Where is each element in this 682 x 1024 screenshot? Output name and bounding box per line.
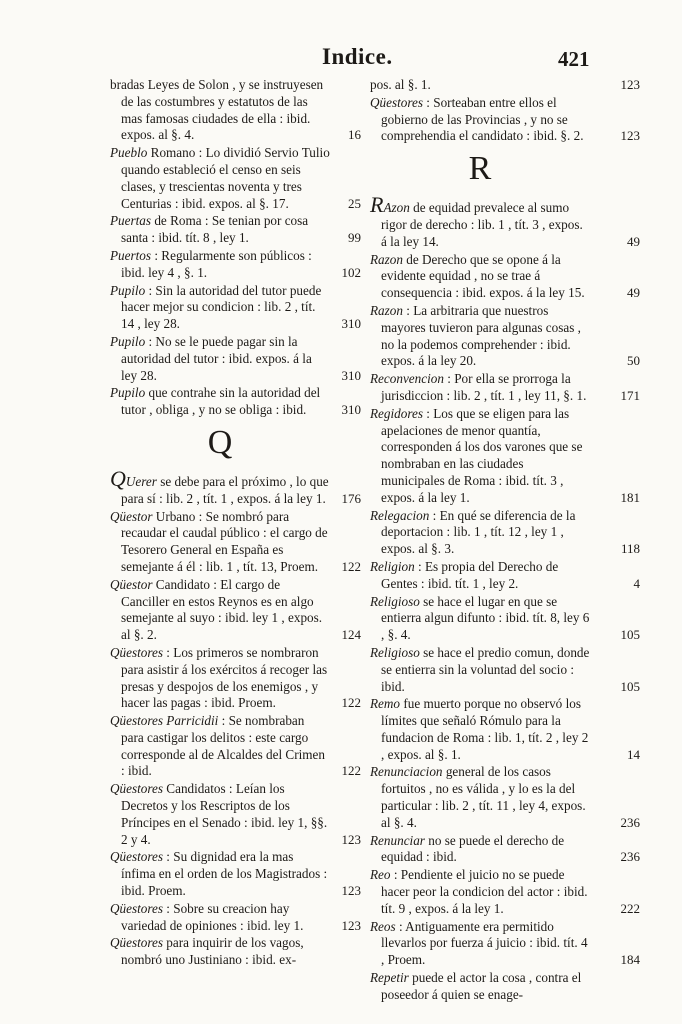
page-ref: 105 (620, 627, 640, 643)
page-ref: 122 (341, 763, 361, 779)
index-entry: Puertos : Regularmente son públicos : ibid. ley 4 , §. 1. 102 (110, 247, 361, 280)
index-entry: QUerer se debe para el próximo , lo que para sí : lib. 2 , tít. 1 , expos. á la ley 1. 176 (110, 465, 361, 506)
index-entry: Qüestor Candidato : El cargo de Canciller en estos Reynos es en algo semejante al suyo : ibid. ley 1 , expos. al §. 2. 124 (110, 576, 361, 643)
index-entry: Qüestores : Sorteaban entre ellos el gobierno de las Provincias , y no se comprehendia el candidato : ibid. §. 2. 123 (370, 94, 640, 144)
page-ref: 310 (341, 316, 361, 332)
page-ref: 124 (341, 627, 361, 643)
index-entry: bradas Leyes de Solon , y se instruyesen de las costumbres y estatutos de las mas famosas ciudades de ella : ibid. expos. al §. 4. 16 (110, 77, 361, 143)
left-column (110, 77, 361, 970)
page-ref: 310 (341, 367, 361, 383)
page-ref: 171 (620, 387, 640, 403)
index-entry: Qüestores para inquirir de los vagos, nombró uno Justiniano : ibid. ex- (110, 935, 304, 968)
page-ref: 25 (348, 195, 361, 211)
index-entry: RAzon de equidad prevalece al sumo rigor de derecho : lib. 1 , tít. 3 , expos. á la ley 14. 49 (370, 192, 640, 249)
right-column (370, 77, 640, 1005)
index-entry: Puertas de Roma : Se tenian por cosa santa : ibid. tít. 8 , ley 1. 99 (110, 213, 361, 246)
index-entry: Pupilo que contrahe sin la autoridad del tutor , obliga , y no se obliga : ibid. 310 (110, 385, 361, 418)
page-number: 421 (558, 47, 590, 71)
page-ref: 49 (627, 285, 640, 301)
index-entry: Remo fue muerto porque no observó los límites que señaló Rómulo para la fundacion de Roma : lib. 1, tít. 2 , ley 2 , expos. al §. 1. 14 (370, 696, 640, 762)
page-ref: 184 (620, 952, 640, 968)
page-ref: 4 (633, 575, 640, 591)
page-ref: 16 (348, 127, 361, 143)
page-ref: 236 (620, 814, 640, 830)
index-entry: Qüestores Candidatos : Leían los Decretos y los Rescriptos de los Príncipes en el Senado : ibid. ley 1, §§. 2 y 4. 123 (110, 781, 361, 847)
page-ref: 181 (620, 489, 640, 505)
index-entry: Regidores : Los que se eligen para las apelaciones de menor quantía, corresponden á los dos varones que se nombraban en las ciudades municipales de Roma : ibid. tít. 3 , expos. á la ley 1. 181 (370, 405, 640, 505)
page-ref: 99 (348, 230, 361, 246)
index-entry: Qüestores : Sobre su creacion hay variedad de opiniones : ibid. ley 1. 123 (110, 900, 361, 933)
index-entry: Religioso se hace el predio comun, donde se entierra sin la voluntad del socio : ibid. 105 (370, 644, 640, 694)
index-entry: Qüestores Parricidii : Se nombraban para castigar los delitos : este cargo corresponde al de Alcaldes del Crimen : ibid. 122 (110, 713, 361, 779)
section-letter-q: Q (207, 423, 233, 461)
index-entry: Religioso se hace el lugar en que se entierra algun difunto : ibid. tít. 8, ley 6 , §. 4. 105 (370, 593, 640, 643)
index-entry: Reo : Pendiente el juicio no se puede hacer peor la condicion del actor : ibid. tít. 9 , expos. á la ley 1. 222 (370, 867, 640, 916)
page-ref: 122 (341, 695, 361, 711)
page-ref: 14 (627, 746, 640, 762)
index-entry: Relegacion : En qué se diferencia de la deportacion : lib. 1 , tít. 12 , ley 1 , expos. al §. 3. 118 (370, 507, 640, 557)
index-entry: Razon : La arbitraria que nuestros mayores tuvieron para algunas cosas , no la podemos comprehender : ibid. expos. á la ley 20. 50 (370, 302, 640, 369)
page-ref: 118 (620, 541, 640, 557)
section-letter-r: R (468, 150, 492, 188)
page-ref: 123 (620, 128, 640, 144)
page-ref: 176 (341, 490, 361, 506)
index-entry: Repetir puede el actor la cosa , contra el poseedor á quien se enage- (370, 970, 582, 1002)
page-ref: 123 (620, 77, 640, 92)
page-ref: 123 (341, 831, 361, 847)
page-ref: 122 (341, 558, 361, 574)
index-entry: Religion : Es propia del Derecho de Gentes : ibid. tít. 1 , ley 2. 4 (370, 558, 640, 591)
page-ref: 105 (620, 678, 640, 694)
page-ref: 123 (341, 883, 361, 899)
index-entry: Qüestores : Su dignidad era la mas ínfima en el orden de los Magistrados : ibid. Proem. 123 (110, 849, 361, 899)
index-entry: Renunciar no se puede el derecho de equidad : ibid. 236 (370, 832, 640, 865)
index-entry: pos. al §. 1. 123 (370, 77, 640, 92)
index-entry: Reos : Antiguamente era permitido llevarlos por fuerza á juicio : ibid. tít. 4 , Proem. 184 (370, 918, 640, 968)
page-ref: 222 (620, 900, 640, 916)
index-entry: Qüestores : Los primeros se nombraron para asistir á los exércitos á recoger las presas y despojos de los enemigos , y hacer las pagas : ibid. Proem. 122 (110, 644, 361, 711)
page-ref: 310 (341, 402, 361, 418)
index-entry: Pupilo : No se le puede pagar sin la autoridad del tutor : ibid. expos. á la ley 28. 310 (110, 333, 361, 383)
index-entry: Pupilo : Sin la autoridad del tutor puede hacer mejor su condicion : lib. 2 , tít. 14 , ley 28. 310 (110, 282, 361, 332)
index-entry: Qüestor Urbano : Se nombró para recaudar el caudal público : el cargo de Tesorero General en España es semejante á él : lib. 1 , tít. 13, Proem. 122 (110, 508, 361, 574)
page-ref: 102 (341, 264, 361, 280)
page-ref: 123 (341, 917, 361, 933)
index-entry: Renunciacion general de los casos fortuitos , no es válida , y lo es la del particular : lib. 2 , tít. 11 , ley 4, expos. al §. 4. 236 (370, 764, 640, 830)
page-title: Indice. (322, 44, 393, 69)
index-entry: Razon de Derecho que se opone á la evidente equidad , no se trae á consequencia : ibid. expos. á la ley 15. 49 (370, 251, 640, 301)
index-entry: Reconvencion : Por ella se prorroga la jurisdiccion : lib. 2 , tít. 1 , ley 11, §. 1. 171 (370, 371, 640, 403)
page-ref: 49 (627, 233, 640, 249)
page-ref: 50 (627, 353, 640, 369)
page-ref: 236 (620, 849, 640, 865)
index-entry: Pueblo Romano : Lo dividió Servio Tulio quando estableció el censo en seis clases, y trescientas noventa y tres Centurias : ibid. expos. al §. 17. 25 (110, 145, 361, 211)
